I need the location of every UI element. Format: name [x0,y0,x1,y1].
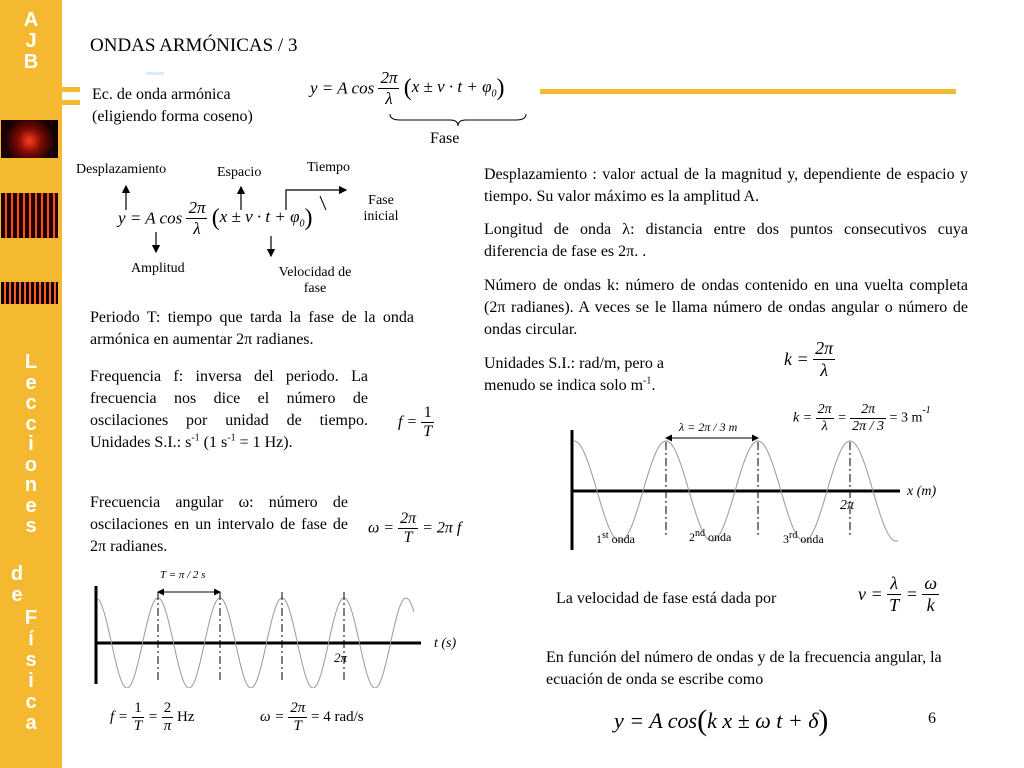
sidebar-image-1 [1,120,58,158]
text-frecuencia: Frequencia f: inversa del periodo. La frecuencia nos dice el número de oscilaciones por unidad de tiempo. Unidades S.I.: $s^{-1}$ (1 $s^{-1} = 1$ Hz). [90,368,368,451]
label-fase-inicial: Fase inicial [363,193,399,224]
onda-2-label: 2nd onda [689,528,732,544]
label-amplitud: Amplitud [131,261,185,276]
wave-equation-header: y = A cos $\frac{2\pi}{\lambda}$ $(x \pm v \cdot t + \varphi_0)$ [310,68,505,108]
onda-1-label: 1st onda [596,530,635,546]
x-axis-label: x (m) [907,484,937,499]
page-number: 6 [928,710,936,727]
label-desplazamiento: Desplazamiento [76,162,167,177]
formula-f-value: f = $\frac{1}{T}$ = $\frac{2}{\pi}$ Hz [110,700,195,734]
t-axis-label: t (s) [434,636,457,651]
text-velocidad: La velocidad de fase está dada por [556,590,777,607]
page-title: ONDAS ARMÓNICAS / 3 [90,35,298,56]
formula-omega-value: ω = $\frac{2\pi}{T}$ = 4 rad/s [260,700,364,734]
formula-k: k = $\frac{2\pi}{\lambda}$ [784,338,834,380]
time-wave-plot [88,580,438,688]
sidebar-image-3 [1,282,58,304]
formula-f: f = $\frac{1}{T}$ [398,404,433,440]
formula-omega: ω = $\frac{2\pi}{T}$ = 2π f [368,510,462,546]
two-pi-time: 2π [334,650,348,665]
text-funcion: En función del número de ondas y de la frecuencia angular, la ecuación de onda se escribe como [546,649,942,688]
text-numero-ondas: Número de ondas k: número de ondas contenido en una vuelta completa (2π radianes). A veces se le llama número de ondas angular o número de ondas circular. [484,277,968,338]
header-bar-long [540,89,956,94]
label-velocidad: Velocidad de fase [278,265,352,296]
text-unidades: Unidades S.I.: rad/m, pero a menudo se indica solo $m^{-1}$. [484,355,664,394]
wave-equation-final: y = A cos(k x ± ω t + δ) [614,704,829,737]
sidebar-logo: A J B [23,9,39,73]
sidebar-image-2 [1,193,58,238]
text-frecuencia-angular: Frecuencia angular ω: número de oscilaciones en un intervalo de fase de 2π radianes. [90,494,348,555]
onda-3-label: 3rd onda [783,530,824,546]
header-text: Ec. de onda armónica (eligiendo forma coseno) [92,86,253,125]
sidebar-fisica: F í s i c a [24,607,38,734]
sidebar-de: d e [10,563,24,606]
text-longitud-onda: Longitud de onda λ: distancia entre dos puntos consecutivos cuya diferencia de fase es 2π. . [484,221,968,260]
header-accent-blue [146,72,164,75]
fase-label: Fase [430,130,460,147]
header-bar-short-1 [62,87,80,92]
sidebar-title: L e c c i o n e s [24,351,38,537]
label-espacio: Espacio [217,165,262,180]
label-tiempo: Tiempo [307,160,351,175]
text-periodo: Periodo T: tiempo que tarda la fase de la onda armónica en aumentar 2π radianes. [90,309,414,348]
text-desplazamiento: Desplazamiento : valor actual de la magnitud y, dependiente de espacio y tiempo. Su valor máximo es la amplitud A. [484,166,968,205]
wave-equation-diagram: y = A cos $\frac{2\pi}{\lambda}$ $(x \pm v \cdot t + \varphi_0)$ [118,198,313,238]
two-pi-spatial: 2π [840,498,855,513]
lambda-label: λ = 2π / 3 m [679,420,738,434]
fase-brace [388,112,528,128]
period-label: T = π / 2 s [160,569,206,581]
formula-v: v = $\frac{\lambda}{T}$ = $\frac{\omega}{k}$ [858,573,938,615]
header-bar-short-2 [62,100,80,105]
formula-k-value: k = $\frac{2\pi}{\lambda}$ = $\frac{2\pi}{2\pi / 3}$ = 3 $m^{-1}$ [793,402,931,434]
